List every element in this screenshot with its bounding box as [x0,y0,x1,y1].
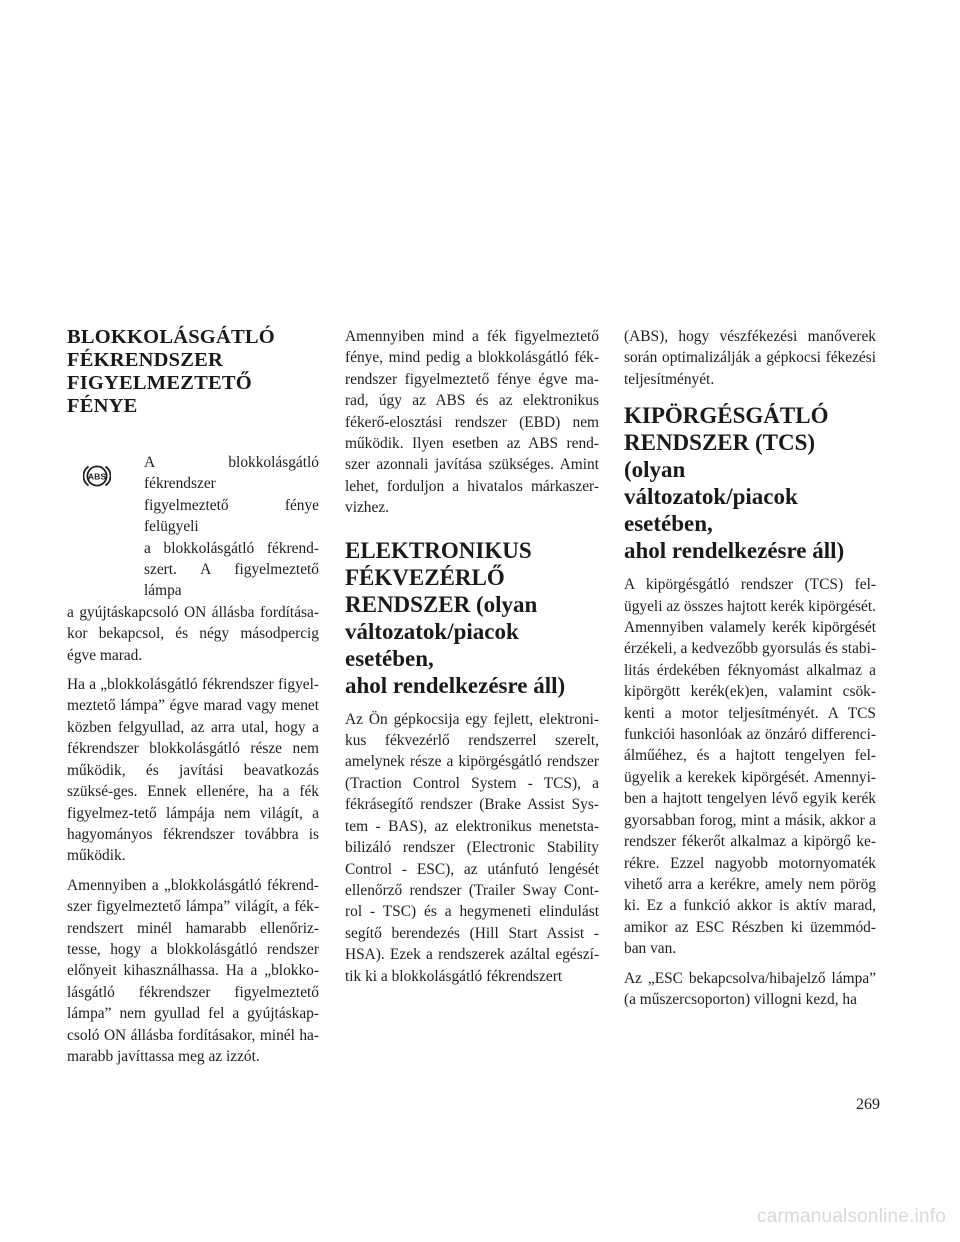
column-right [624,326,876,1010]
heading-line: FIGYELMEZTETŐ FÉNYE [67,372,252,417]
heading-line: ELEKTRONIKUS [345,537,532,563]
heading-line: FÉKVEZÉRLŐ [345,564,505,590]
paragraph: Amennyiben a „blokkolásgátló fékrend-szer figyelmeztető lámpa” világít, a fék-rendszert minél hamarabb ellenőriz-tesse, hogy a blokkolásgátló rendszer előnyeit kihasználhassa. Ha a „blokko-lásgátló fékrendszer figyelmeztető lámpa” nem gyullad fel a gyújtáskap-csoló ON állásba fordításakor, minél ha-marabb javíttassa meg az izzót. [67,876,319,1065]
section-heading-traction-control [624,402,876,564]
heading-line: RENDSZER (olyan [345,591,538,617]
paragraph: Amennyiben mind a fék figyelmeztető fénye, mind pedig a blokkolásgátló fék-rendszer figyelmeztető fénye égve ma-rad, úgy az ABS és az elektronikus fékerő-elosztási rendszer (EBD) nem működik. Ilyen esetben az ABS rend-szer azonnali javítása szükséges. Amint lehet, forduljon a hivatalos márkaszer-vizhez. [345,328,599,517]
text-line: szert. A figyelmeztető lámpa [144,561,319,600]
paragraph: Az „ESC bekapcsolva/hibajelző lámpa” (a műszercsoporton) villogni kezd, ha [624,969,876,1008]
heading-line: ahol rendelkezésre áll) [624,538,845,564]
section-heading-abs-warning [67,326,319,418]
paragraph: (ABS), hogy vészfékezési manőverek során optimalizálják a gépkocsi fékezési teljesítményét. [624,328,876,388]
section-heading-electronic-brake-control [345,537,599,699]
paragraph: a gyújtáskapcsoló ON állásba fordítása-kor bekapcsol, és négy másodpercig égve marad. [67,603,319,664]
text-line: a blokkolásgátló fékrend- [144,539,319,557]
paragraph: Ha a „blokkolásgátló fékrendszer figyel-meztető lámpa” égve marad vagy menet közben felgyullad, az arra utal, hogy a fékrendszer blokkolásgátló része nem működik, és javítási beavatkozás szüksé-ges. Ennek ellenére, ha a fék figyelmez-tető lámpája nem világít, a hagyományos fékrendszer továbbra is működik. [67,676,319,865]
paragraph: A kipörgésgátló rendszer (TCS) fel-ügyeli az összes hajtott kerék kipörgését. Amennyiben valamely kerék kipörgését érzékeli, a kedvezőbb gyorsulás és stabi-litás érdekében féknyomást alkalmaz a kipörgött kerék(ek)en, valamint csök-kenti a motor teljesítményét. A TCS funkciói hasonlóak az önzáró differenci-álműéhez, és a hajtott tengelyen fel-ügyelik a kerekek kipörgését. Amennyi-ben a hajtott tengelyen lévő egyik kerék gyorsabban forog, mint a másik, akkor a rendszer fékerőt alkalmaz a kipörgő ke-rékre. Ezzel nagyobb motornyomaték vihető arra a kerékre, amely nem pörög ki. Ez a funkció akkor is aktív marad, amikor az ESC Részben ki üzemmód-ban van. [624,576,876,958]
page-number: 269 [856,1096,880,1113]
text-line: A blokkolásgátló fékrendszer [144,454,319,493]
abs-indicator-block [67,452,319,666]
abs-icon-label: ABS [87,471,107,482]
heading-line: RENDSZER (TCS) (olyan [624,430,816,483]
text-line: figyelmeztető fénye felügyeli [144,496,319,536]
heading-line: változatok/piacok esetében, [345,618,519,671]
column-left [67,326,319,1067]
watermark-logo: carmanualsonline.info [756,1206,946,1227]
heading-line: KIPÖRGÉSGÁTLÓ [624,403,829,429]
abs-warning-icon [83,462,111,490]
heading-line: változatok/piacok esetében, [624,484,798,537]
column-middle [345,326,599,987]
heading-line: ahol rendelkezésre áll) [345,672,566,698]
heading-line: BLOKKOLÁSGÁTLÓ [67,326,275,348]
heading-line: FÉKRENDSZER [67,349,223,371]
paragraph: Az Ön gépkocsija egy fejlett, elektroni-kus fékvezérlő rendszerrel szerelt, amelynek része a kipörgésgátló rendszer (Traction Control System - TCS), a fékrásegítő rendszer (Brake Assist Sys-tem - BAS), az elektronikus menetsta-bilizáló rendszer (Electronic Stability Control - ESC), az utánfutó lengését ellenőrző rendszer (Trailer Sway Cont-rol - TSC) és a hegymeneti elindulást segítő berendezés (Hill Start Assist - HSA). Ezek a rendszerek azáltal egészí-tik ki a blokkolásgátló fékrendszert [345,710,599,985]
